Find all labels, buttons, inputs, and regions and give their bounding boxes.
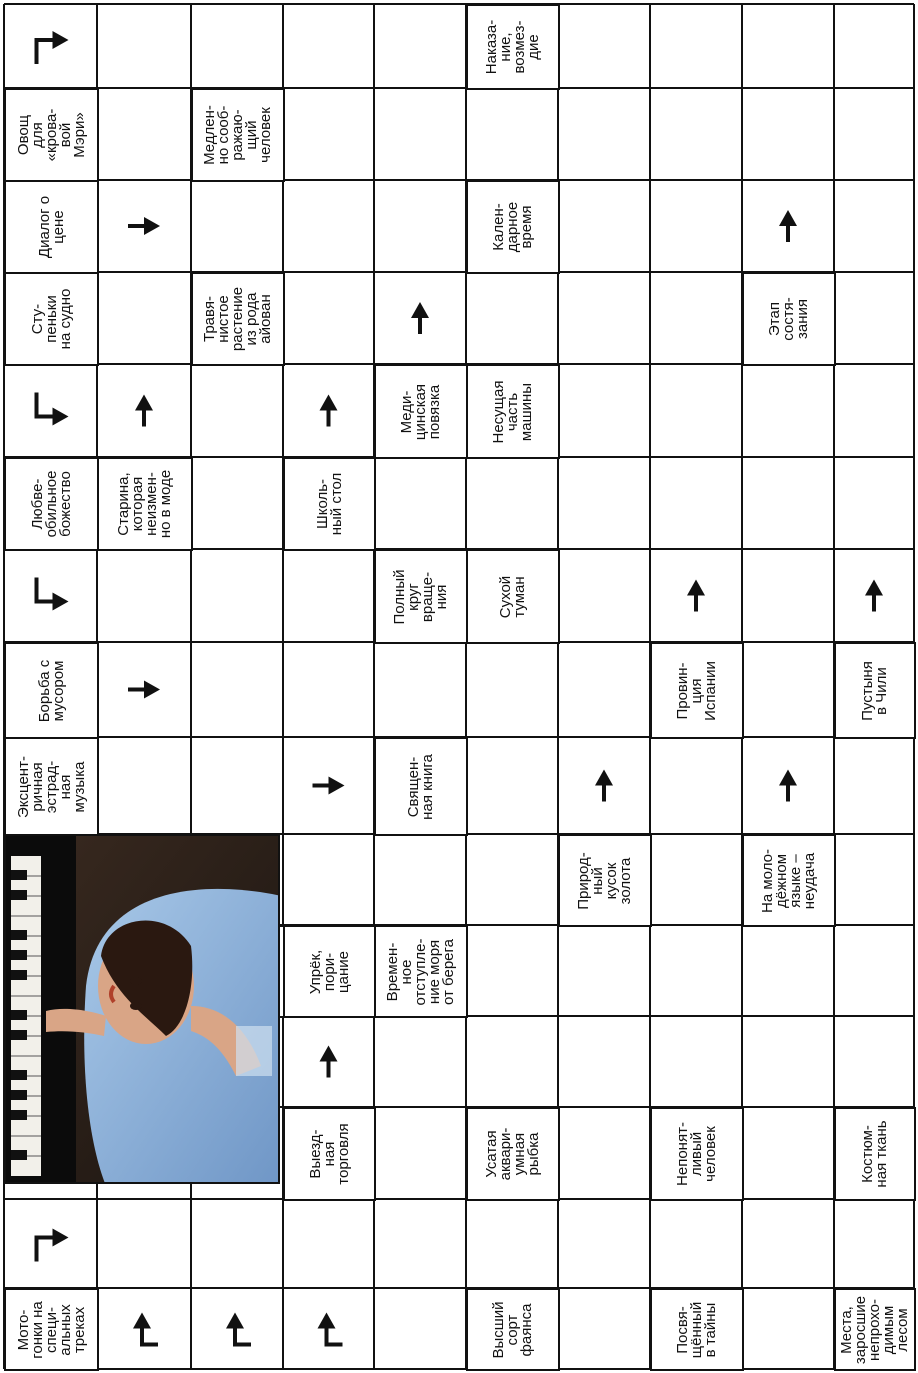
answer-cell[interactable] <box>742 1107 836 1201</box>
clue-cell <box>466 180 560 274</box>
clue-text: Медлен- но сооб- ражаю- щий человек <box>201 105 274 165</box>
clue-cell <box>650 1107 744 1201</box>
answer-cell[interactable] <box>191 737 285 836</box>
answer-cell[interactable] <box>374 457 468 551</box>
answer-cell[interactable] <box>834 88 916 182</box>
answer-cell[interactable] <box>742 1288 836 1371</box>
answer-cell[interactable] <box>374 1107 468 1201</box>
clue-cell <box>4 88 99 182</box>
answer-cell[interactable] <box>558 457 652 551</box>
clue-text: Усатая aквари- умная рыбка <box>483 1127 542 1181</box>
clue-cell <box>742 272 836 366</box>
answer-cell[interactable] <box>650 180 744 274</box>
answer-cell[interactable] <box>374 834 468 927</box>
answer-cell[interactable] <box>650 834 744 927</box>
clue-text: На моло- дёжном языке – неудача <box>759 848 818 913</box>
clue-cell <box>4 737 99 836</box>
clue-text: Полный круг враще- ния <box>391 569 450 624</box>
clue-cell <box>466 549 560 644</box>
answer-cell[interactable] <box>283 1016 376 1109</box>
answer-cell[interactable] <box>650 925 744 1018</box>
answer-cell[interactable] <box>191 642 285 739</box>
answer-cell[interactable] <box>466 834 560 927</box>
clue-text: Упрёк, пори- цание <box>306 949 352 994</box>
answer-cell[interactable] <box>97 737 193 836</box>
answer-cell[interactable] <box>650 737 744 836</box>
answer-cell[interactable] <box>374 272 468 366</box>
answer-cell[interactable] <box>283 1288 376 1371</box>
answer-cell[interactable] <box>558 925 652 1018</box>
clue-cell <box>650 642 744 739</box>
clue-cell <box>374 549 468 644</box>
clue-text: Мото- гонки на специ- альных треках <box>14 1300 88 1359</box>
clue-cell <box>650 1288 744 1371</box>
clue-cell <box>558 834 652 927</box>
clue-text: Выезд- ная торговля <box>306 1123 352 1185</box>
answer-cell[interactable] <box>834 4 916 90</box>
answer-cell[interactable] <box>558 1107 652 1201</box>
answer-cell[interactable] <box>191 180 285 274</box>
answer-cell[interactable] <box>97 549 193 644</box>
clue-cell <box>466 364 560 459</box>
answer-cell[interactable] <box>742 364 836 459</box>
clue-text: Любве- обильное божество <box>28 470 74 538</box>
answer-cell[interactable] <box>97 1199 193 1290</box>
answer-cell[interactable] <box>4 4 99 90</box>
clue-text: Священ- ная книга <box>405 753 436 820</box>
answer-cell[interactable] <box>97 88 193 182</box>
answer-cell[interactable] <box>466 642 560 739</box>
answer-cell[interactable] <box>374 642 468 739</box>
answer-cell[interactable] <box>283 1199 376 1290</box>
answer-cell[interactable] <box>650 549 744 644</box>
clue-text: Несущая часть машины <box>490 380 535 443</box>
answer-cell[interactable] <box>742 457 836 551</box>
clue-text: Пустыня в Чили <box>859 660 890 721</box>
clue-text: Меди- цинская повязка <box>398 383 443 440</box>
answer-cell[interactable] <box>558 737 652 836</box>
clue-text: Сухой туман <box>497 575 528 618</box>
answer-cell[interactable] <box>834 1199 916 1290</box>
clue-cell <box>374 737 468 836</box>
clue-cell <box>4 457 99 551</box>
answer-cell[interactable] <box>283 364 376 459</box>
answer-cell[interactable] <box>283 834 376 927</box>
answer-cell[interactable] <box>97 180 193 274</box>
answer-cell[interactable] <box>558 642 652 739</box>
clue-cell <box>374 364 468 459</box>
clue-cell <box>283 457 376 551</box>
answer-cell[interactable] <box>466 272 560 366</box>
answer-cell[interactable] <box>650 272 744 366</box>
clue-text: Диалог о цене <box>35 195 67 259</box>
answer-cell[interactable] <box>191 4 285 90</box>
clue-text: Природ- ный кусок золота <box>575 851 634 910</box>
answer-cell[interactable] <box>834 180 916 274</box>
clue-text: Старина, которая неизмен- но в моде <box>115 469 174 539</box>
answer-cell[interactable] <box>834 737 916 836</box>
clue-text: Калeн- дарное время <box>490 201 535 253</box>
clue-cell <box>191 272 285 366</box>
clue-text: Эксцент- ричная эстрад- ная музыка <box>14 755 88 818</box>
answer-cell[interactable] <box>191 549 285 644</box>
answer-cell[interactable] <box>742 4 836 90</box>
clue-cell <box>97 457 193 551</box>
clue-text: Высший сорт фаянса <box>490 1300 535 1359</box>
clue-cell <box>4 180 99 274</box>
clue-cell <box>4 272 99 366</box>
answer-cell[interactable] <box>283 737 376 836</box>
answer-cell[interactable] <box>742 180 836 274</box>
answer-cell[interactable] <box>283 642 376 739</box>
answer-cell[interactable] <box>558 1016 652 1109</box>
clue-text: Сту- пеньки на судно <box>28 288 74 350</box>
answer-cell[interactable] <box>97 4 193 90</box>
clue-text: Костюм- ная ткань <box>859 1120 890 1188</box>
answer-cell[interactable] <box>191 457 285 551</box>
answer-cell[interactable] <box>558 1288 652 1371</box>
answer-cell[interactable] <box>97 1288 193 1371</box>
clue-cell <box>191 88 285 182</box>
clue-text: Этап состя- зания <box>766 297 811 341</box>
answer-cell[interactable] <box>191 1199 285 1290</box>
answer-cell[interactable] <box>466 88 560 182</box>
answer-cell[interactable] <box>558 549 652 644</box>
answer-cell[interactable] <box>650 364 744 459</box>
answer-cell[interactable] <box>283 549 376 644</box>
answer-cell[interactable] <box>283 180 376 274</box>
answer-cell[interactable] <box>97 272 193 366</box>
answer-cell[interactable] <box>834 1016 916 1109</box>
answer-cell[interactable] <box>283 88 376 182</box>
clue-cell <box>834 1107 916 1201</box>
answer-cell[interactable] <box>374 180 468 274</box>
answer-cell[interactable] <box>558 272 652 366</box>
clue-text: Посвя- щённый в тайны <box>674 1301 719 1358</box>
answer-cell[interactable] <box>466 737 560 836</box>
answer-cell[interactable] <box>283 4 376 90</box>
pianist-photo <box>4 834 280 1184</box>
answer-cell[interactable] <box>650 457 744 551</box>
answer-cell[interactable] <box>650 88 744 182</box>
woman-at-piano-image <box>6 836 280 1184</box>
clue-cell <box>466 1107 560 1201</box>
answer-cell[interactable] <box>834 549 916 644</box>
clue-text: Борьба с мусором <box>35 659 67 722</box>
clue-cell <box>4 1288 99 1371</box>
clue-cell <box>4 642 99 739</box>
answer-cell[interactable] <box>191 364 285 459</box>
answer-cell[interactable] <box>558 4 652 90</box>
answer-cell[interactable] <box>466 1199 560 1290</box>
answer-cell[interactable] <box>374 4 468 90</box>
answer-cell[interactable] <box>4 364 99 459</box>
answer-cell[interactable] <box>742 1016 836 1109</box>
clue-text: Провин- ция Испании <box>674 660 719 721</box>
answer-cell[interactable] <box>283 272 376 366</box>
clue-cell <box>283 1107 376 1201</box>
clue-text: Школь- ный стол <box>313 472 345 536</box>
answer-cell[interactable] <box>742 925 836 1018</box>
answer-cell[interactable] <box>834 925 916 1018</box>
answer-cell[interactable] <box>650 4 744 90</box>
answer-cell[interactable] <box>834 457 916 551</box>
answer-cell[interactable] <box>742 642 836 739</box>
answer-cell[interactable] <box>4 1199 99 1290</box>
answer-cell[interactable] <box>374 1199 468 1290</box>
clue-cell <box>742 834 836 927</box>
answer-cell[interactable] <box>558 88 652 182</box>
answer-cell[interactable] <box>650 1199 744 1290</box>
answer-cell[interactable] <box>742 1199 836 1290</box>
answer-cell[interactable] <box>374 88 468 182</box>
clue-text: Непонят- ливый человек <box>674 1122 719 1186</box>
answer-cell[interactable] <box>558 180 652 274</box>
answer-cell[interactable] <box>650 1016 744 1109</box>
clue-cell <box>834 1288 916 1371</box>
clue-cell <box>466 1288 560 1371</box>
answer-cell[interactable] <box>558 364 652 459</box>
clue-text: Места, заросшие непрохо- димым лесом <box>838 1295 911 1364</box>
answer-cell[interactable] <box>374 1016 468 1109</box>
answer-cell[interactable] <box>558 1199 652 1290</box>
clue-cell <box>466 4 560 90</box>
answer-cell[interactable] <box>191 1288 285 1371</box>
clue-text: Времен- ное отступле- ние моря от берега <box>384 938 457 1005</box>
clue-text: Травя- нистое растение из рода айован <box>201 286 274 352</box>
answer-cell[interactable] <box>97 642 193 739</box>
answer-cell[interactable] <box>742 737 836 836</box>
answer-cell[interactable] <box>834 272 916 366</box>
clue-cell <box>834 642 916 739</box>
clue-text: Наказа- ние, возмез- дие <box>483 19 542 75</box>
answer-cell[interactable] <box>742 88 836 182</box>
answer-cell[interactable] <box>466 925 560 1018</box>
answer-cell[interactable] <box>374 1288 468 1371</box>
answer-cell[interactable] <box>466 1016 560 1109</box>
clue-cell <box>283 925 376 1018</box>
clue-text: Овощ для «крова- вой Мэри» <box>14 108 88 162</box>
clue-cell <box>374 925 468 1018</box>
answer-cell[interactable] <box>834 834 916 927</box>
answer-cell[interactable] <box>834 364 916 459</box>
answer-cell[interactable] <box>466 457 560 551</box>
answer-cell[interactable] <box>97 364 193 459</box>
answer-cell[interactable] <box>4 549 99 644</box>
answer-cell[interactable] <box>742 549 836 644</box>
